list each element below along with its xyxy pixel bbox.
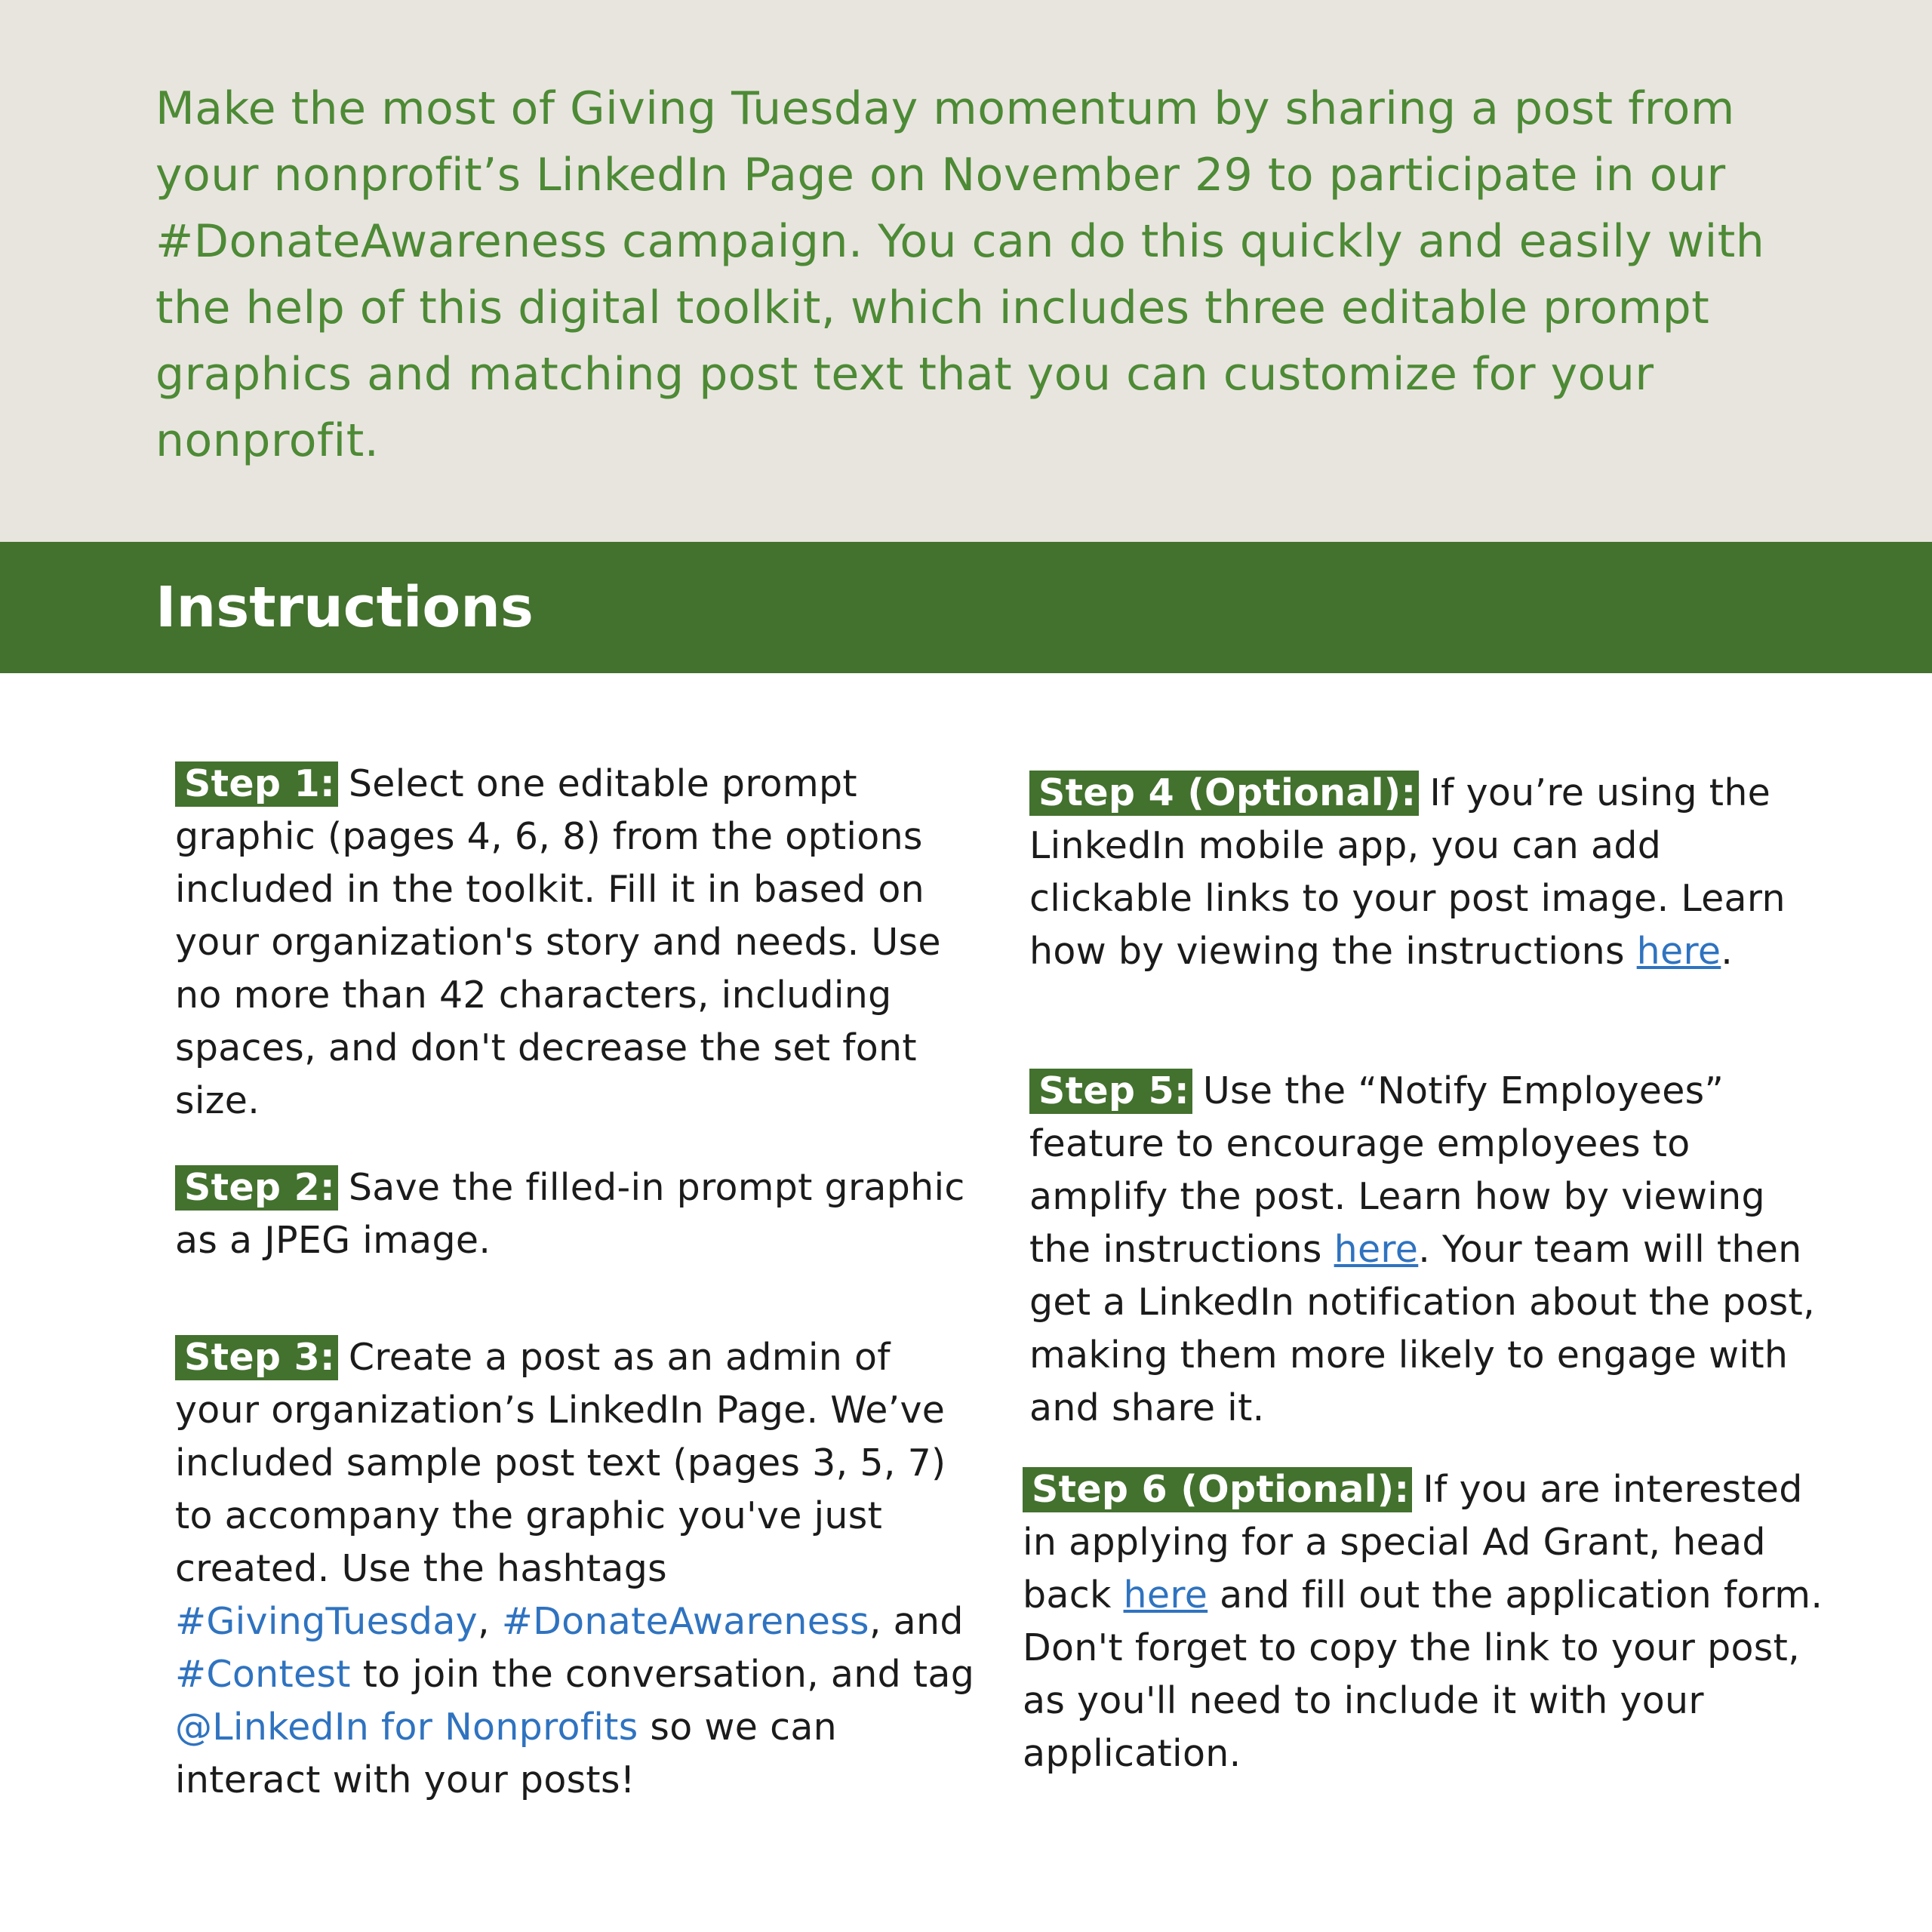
step-3-and: and bbox=[893, 1600, 964, 1643]
step-6-label: Step 6 (Optional): bbox=[1023, 1467, 1412, 1512]
hashtag-givingtuesday[interactable]: #GivingTuesday bbox=[175, 1600, 478, 1643]
step-4-text-a: If you’re using the LinkedIn mobile app, you can add clickable links to your post image. Learn how by viewing the instructions bbox=[1029, 771, 1786, 973]
step-3-text-a: Create a post as an admin of your organization’s LinkedIn Page. We’ve included sample post text (pages 3, 5, 7) to accompany the graphic you've just created. Use the hashtags bbox=[175, 1336, 946, 1590]
step-6 bbox=[1023, 1463, 1834, 1780]
step-4-label: Step 4 (Optional): bbox=[1029, 771, 1419, 816]
instructions-banner bbox=[0, 542, 1932, 673]
step-6-here-link[interactable]: here bbox=[1123, 1574, 1208, 1617]
step-1-label: Step 1: bbox=[175, 761, 338, 807]
step-3-label: Step 3: bbox=[175, 1335, 338, 1380]
step-4-text-b: . bbox=[1721, 930, 1734, 973]
step-3-text-c: so we can interact with your posts! bbox=[175, 1706, 838, 1801]
step-6-text-b: and fill out the application form. Don't forget to copy the link to your post, as you'll need to include it with your application. bbox=[1023, 1574, 1823, 1775]
step-3-separator-1: , bbox=[477, 1600, 490, 1643]
hashtag-donateawareness[interactable]: #DonateAwareness bbox=[501, 1600, 869, 1643]
step-5-label: Step 5: bbox=[1029, 1069, 1192, 1114]
step-3-text-b: to join the conversation, and tag bbox=[362, 1653, 975, 1696]
hashtag-contest[interactable]: #Contest bbox=[175, 1653, 351, 1696]
step-5-text-a: Use the “Notify Employees” feature to encourage employees to amplify the post. Learn how by viewing the instructions bbox=[1029, 1069, 1765, 1271]
step-5 bbox=[1029, 1065, 1829, 1435]
mention-linkedin-for-nonprofits[interactable]: @LinkedIn for Nonprofits bbox=[175, 1706, 638, 1749]
step-1-text: Select one editable prompt graphic (pages 4, 6, 8) from the options included in the toolkit. Fill it in based on your organization's story and needs. Use no more than 42 characters, including spaces, and don't decrease the set font size. bbox=[175, 762, 941, 1122]
step-6-text-a: If you are interested in applying for a special Ad Grant, head back bbox=[1023, 1468, 1803, 1617]
step-1 bbox=[175, 758, 975, 1128]
step-2 bbox=[175, 1161, 975, 1267]
intro-section bbox=[0, 0, 1932, 542]
step-2-text: Save the filled-in prompt graphic as a JPEG image. bbox=[175, 1166, 965, 1262]
step-4 bbox=[1029, 767, 1829, 978]
intro-paragraph: Make the most of Giving Tuesday momentum by sharing a post from your nonprofit’s LinkedIn Page on November 29 to participate in our #DonateAwareness campaign. You can do this quickly and easily with the help of this digital toolkit, which includes three editable prompt graphics and matching post text that you can customize for your nonprofit. bbox=[155, 82, 1765, 467]
step-5-text-b: . Your team will then get a LinkedIn notification about the post, making them more likely to engage with and share it. bbox=[1029, 1228, 1815, 1429]
step-2-label: Step 2: bbox=[175, 1165, 338, 1211]
instructions-heading: Instructions bbox=[155, 575, 534, 640]
step-3 bbox=[175, 1331, 975, 1807]
step-3-separator-2: , bbox=[869, 1600, 881, 1643]
step-5-here-link[interactable]: here bbox=[1334, 1228, 1419, 1271]
step-4-here-link[interactable]: here bbox=[1636, 930, 1721, 973]
